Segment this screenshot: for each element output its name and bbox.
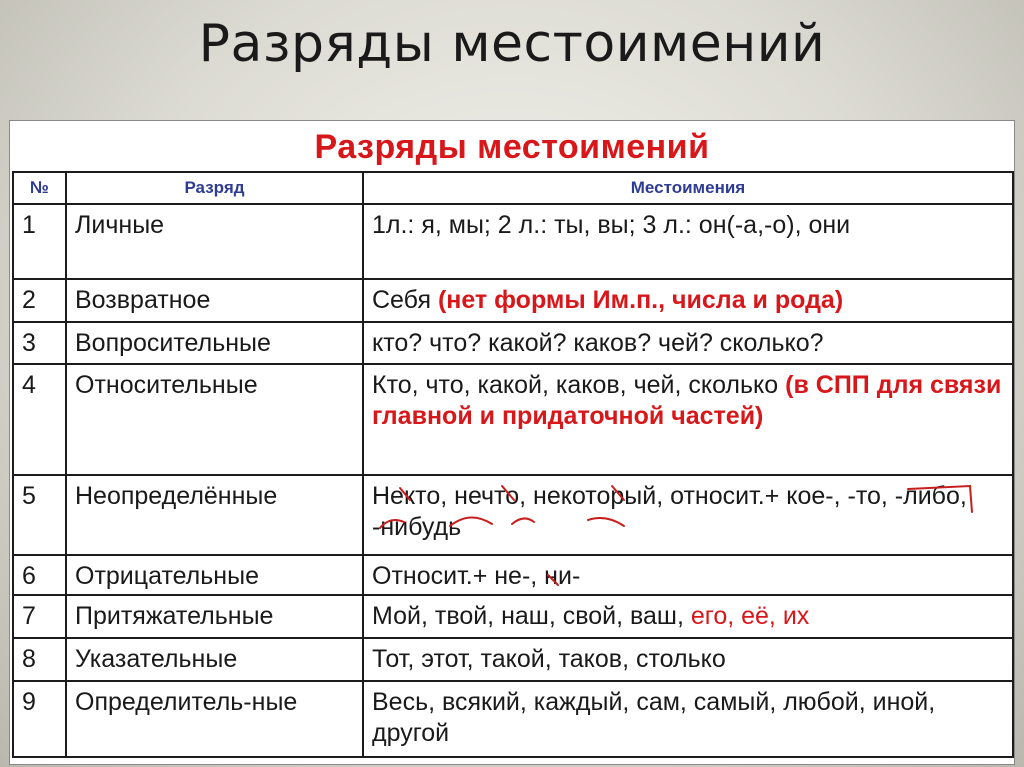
row-number: 2 [13,279,66,322]
row-pronouns: Весь, всякий, каждый, сам, самый, любой, иной, другой [363,681,1013,757]
table-row [13,322,1013,364]
row-number: 3 [13,322,66,364]
row-note: (нет формы Им.п., числа и рода) [437,286,844,314]
table-row [13,204,1013,279]
row-pronouns: кто? что? какой? каков? чей? сколько? [363,322,1013,364]
row-category: Указательные [66,638,363,681]
table-row [13,475,1013,555]
row-pronouns: Тот, этот, такой, таков, столько [363,638,1013,681]
row-pronouns-cell [363,279,1013,322]
table-row [13,279,1013,322]
row-note: его, её, их [690,602,810,630]
row-number: 5 [13,475,66,555]
row-number: 9 [13,681,66,757]
row-number: 8 [13,638,66,681]
row-category: Вопросительные [66,322,363,364]
column-header-pronouns: Местоимения [363,172,1013,204]
row-number: 6 [13,555,66,595]
row-pronouns: Себя [372,286,431,314]
row-category: Личные [66,204,363,279]
row-category: Отрицательные [66,555,363,595]
column-header-number: № [13,172,66,204]
row-note: (в СПП для связи главной и придаточной частей) [372,371,1002,430]
row-category: Притяжательные [66,595,363,638]
table-heading: Разряды местоимений [314,128,710,166]
row-category: Возвратное [66,279,363,322]
pronoun-table-frame [9,120,1015,765]
row-pronouns-cell [363,364,1013,475]
slide-title: Разряды местоимений [198,14,826,74]
row-pronouns: Кто, что, какой, каков, чей, сколько [372,371,779,399]
pronoun-table [12,171,1014,758]
table-row [13,681,1013,757]
row-number: 7 [13,595,66,638]
row-number: 4 [13,364,66,475]
row-pronouns: Некто, нечто, некоторый, относит.+ кое-, -то, -либо, -нибудь [363,475,1013,555]
table-header-row [13,172,1013,204]
row-category: Неопределённые [66,475,363,555]
table-row [13,638,1013,681]
row-pronouns: Мой, твой, наш, свой, ваш, [372,602,684,630]
row-pronouns: 1л.: я, мы; 2 л.: ты, вы; 3 л.: он(-а,-о), они [363,204,1013,279]
table-row [13,555,1013,595]
column-header-category: Разряд [66,172,363,204]
row-pronouns-cell [363,595,1013,638]
row-pronouns: Относит.+ не-, ни- [363,555,1013,595]
table-row [13,595,1013,638]
row-category: Относительные [66,364,363,475]
table-row [13,364,1013,475]
row-number: 1 [13,204,66,279]
row-category: Определитель-ные [66,681,363,757]
